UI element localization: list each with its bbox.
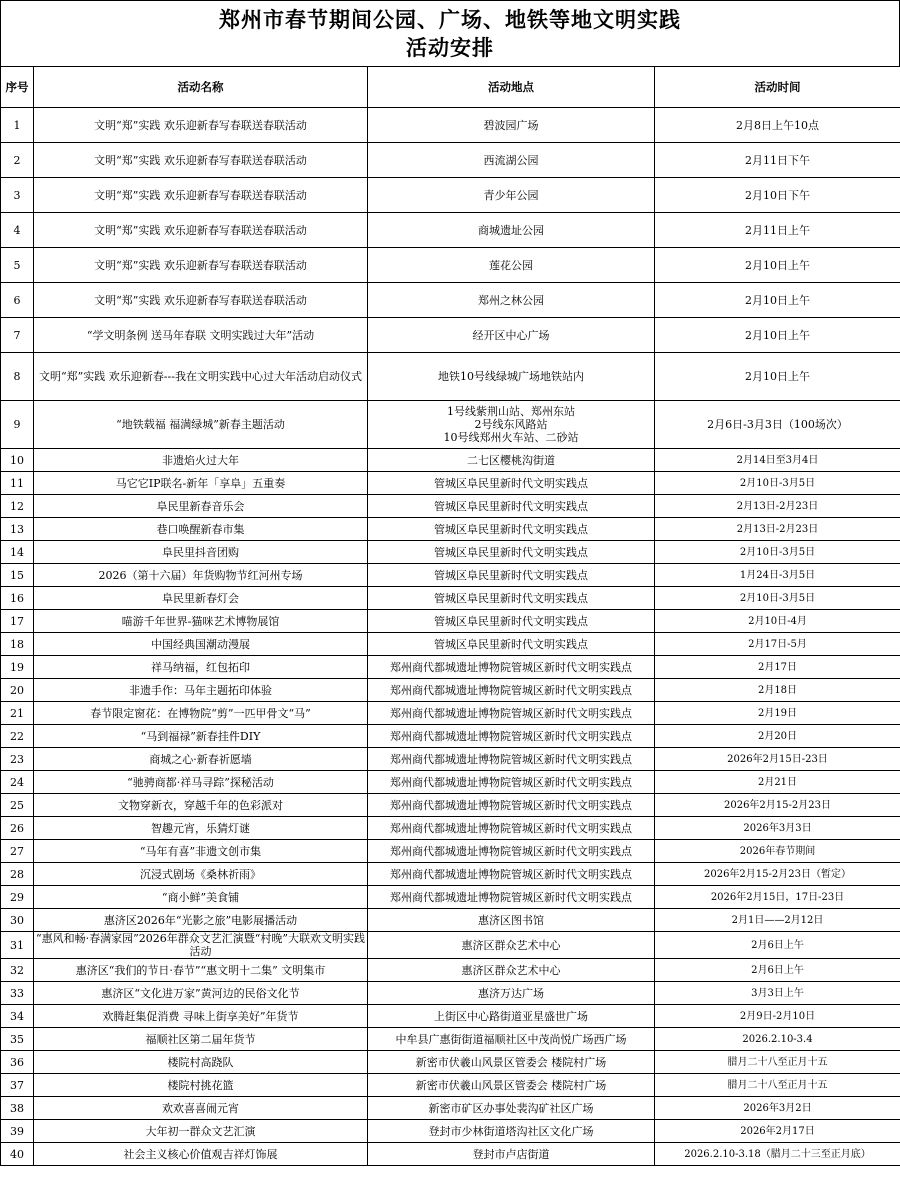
activity-name: 文明“郑”实践 欢乐迎新春---我在文明实践中心过大年活动启动仪式 — [34, 353, 368, 401]
document-title — [0, 0, 900, 66]
activity-place: 上街区中心路街道亚星盛世广场 — [368, 1005, 655, 1028]
table-row — [1, 1028, 900, 1051]
table-header-row — [1, 67, 900, 108]
activity-time: 2月20日 — [655, 725, 900, 748]
activity-time: 腊月二十八至正月十五 — [655, 1074, 900, 1097]
activity-time: 腊月二十八至正月十五 — [655, 1051, 900, 1074]
table-row — [1, 771, 900, 794]
activity-time: 2月18日 — [655, 679, 900, 702]
table-row — [1, 318, 900, 353]
table-row — [1, 633, 900, 656]
activity-time: 2月17日-5月 — [655, 633, 900, 656]
activity-place: 惠济区群众艺术中心 — [368, 959, 655, 982]
table-row — [1, 748, 900, 771]
table-row — [1, 679, 900, 702]
activity-name: “商小鲜”美食铺 — [34, 886, 368, 909]
row-number: 30 — [1, 909, 34, 932]
activity-name: 非遗焰火过大年 — [34, 449, 368, 472]
table-row — [1, 248, 900, 283]
title-line-2: 活动安排 — [406, 34, 494, 60]
activity-name: 楼院村高跷队 — [34, 1051, 368, 1074]
activity-time: 2月8日上午10点 — [655, 108, 900, 143]
activity-time: 2026年2月15-2月23日 — [655, 794, 900, 817]
activity-name: 文物穿新衣，穿越千年的色彩派对 — [34, 794, 368, 817]
activity-time: 2月13日-2月23日 — [655, 518, 900, 541]
table-row — [1, 794, 900, 817]
activity-name: 智趣元宵，乐猜灯谜 — [34, 817, 368, 840]
activity-name: 阜民里抖音团购 — [34, 541, 368, 564]
activity-place: 中牟县广惠街街道福顺社区中茂尚悦广场西广场 — [368, 1028, 655, 1051]
activity-name: “惠风和畅·春满家园”2026年群众文艺汇演暨“村晚”大联欢文明实践活动 — [34, 932, 368, 959]
activity-name: 社会主义核心价值观吉祥灯饰展 — [34, 1143, 368, 1166]
activity-place: 郑州商代都城遗址博物院管城区新时代文明实践点 — [368, 748, 655, 771]
table-row — [1, 143, 900, 178]
activity-time: 2026年2月15日-23日 — [655, 748, 900, 771]
table-row — [1, 1051, 900, 1074]
table-row — [1, 472, 900, 495]
activity-time: 2月11日下午 — [655, 143, 900, 178]
row-number: 11 — [1, 472, 34, 495]
row-number: 27 — [1, 840, 34, 863]
activity-time: 2026年2月15日，17日-23日 — [655, 886, 900, 909]
row-number: 40 — [1, 1143, 34, 1166]
table-row — [1, 1074, 900, 1097]
activity-place: 管城区阜民里新时代文明实践点 — [368, 541, 655, 564]
activity-time: 2月10日-3月5日 — [655, 472, 900, 495]
activity-place: 管城区阜民里新时代文明实践点 — [368, 633, 655, 656]
activity-time: 2月10日上午 — [655, 318, 900, 353]
table-row — [1, 449, 900, 472]
activity-time: 2月6日上午 — [655, 959, 900, 982]
activity-table — [0, 66, 900, 1166]
row-number: 31 — [1, 932, 34, 959]
activity-place: 青少年公园 — [368, 178, 655, 213]
row-number: 10 — [1, 449, 34, 472]
activity-place: 地铁10号线绿城广场地铁站内 — [368, 353, 655, 401]
row-number: 3 — [1, 178, 34, 213]
activity-name: 春节限定窗花：在博物院“剪”一匹甲骨文“马” — [34, 702, 368, 725]
activity-time: 2月10日下午 — [655, 178, 900, 213]
table-row — [1, 108, 900, 143]
activity-name: 文明“郑”实践 欢乐迎新春写春联送春联活动 — [34, 283, 368, 318]
table-row — [1, 541, 900, 564]
table-row — [1, 178, 900, 213]
activity-name: “马到福禄”新春挂件DIY — [34, 725, 368, 748]
table-row — [1, 932, 900, 959]
activity-name: 惠济区“文化进万家”黄河边的民俗文化节 — [34, 982, 368, 1005]
activity-name: “马年有喜”非遗文创市集 — [34, 840, 368, 863]
activity-name: 阜民里新春灯会 — [34, 587, 368, 610]
activity-place: 管城区阜民里新时代文明实践点 — [368, 472, 655, 495]
activity-place: 郑州商代都城遗址博物院管城区新时代文明实践点 — [368, 771, 655, 794]
table-row — [1, 283, 900, 318]
activity-place: 郑州之林公园 — [368, 283, 655, 318]
table-row — [1, 725, 900, 748]
activity-time: 2月10日-4月 — [655, 610, 900, 633]
row-number: 4 — [1, 213, 34, 248]
row-number: 23 — [1, 748, 34, 771]
activity-time: 2月11日上午 — [655, 213, 900, 248]
activity-time: 2月6日-3月3日（100场次） — [655, 401, 900, 449]
activity-name: 非遗手作：马年主题拓印体验 — [34, 679, 368, 702]
row-number: 34 — [1, 1005, 34, 1028]
row-number: 20 — [1, 679, 34, 702]
activity-name: 欢欢喜喜闹元宵 — [34, 1097, 368, 1120]
activity-place: 惠济区图书馆 — [368, 909, 655, 932]
table-row — [1, 1097, 900, 1120]
activity-name: “驰骋商都·祥马寻踪”探秘活动 — [34, 771, 368, 794]
activity-name: 楼院村挑花篮 — [34, 1074, 368, 1097]
activity-place: 登封市少林街道塔沟社区文化广场 — [368, 1120, 655, 1143]
activity-name: 文明“郑”实践 欢乐迎新春写春联送春联活动 — [34, 248, 368, 283]
table-row — [1, 982, 900, 1005]
table-body — [1, 108, 900, 1166]
activity-time: 2026年3月2日 — [655, 1097, 900, 1120]
activity-name: 喵游千年世界-猫咪艺术博物展馆 — [34, 610, 368, 633]
table-row — [1, 1005, 900, 1028]
activity-time: 2月6日上午 — [655, 932, 900, 959]
activity-time: 2月1日——2月12日 — [655, 909, 900, 932]
activity-name: “学文明条例 送马年春联 文明实践过大年”活动 — [34, 318, 368, 353]
activity-time: 2026.2.10-3.18（腊月二十三至正月底） — [655, 1143, 900, 1166]
activity-place: 郑州商代都城遗址博物院管城区新时代文明实践点 — [368, 886, 655, 909]
row-number: 35 — [1, 1028, 34, 1051]
activity-name: 欢腾赶集促消费 寻味上街享美好”年货节 — [34, 1005, 368, 1028]
table-row — [1, 702, 900, 725]
activity-place: 1号线紫荆山站、郑州东站 2号线东风路站 10号线郑州火车站、二砂站 — [368, 401, 655, 449]
table-row — [1, 495, 900, 518]
activity-time: 2月13日-2月23日 — [655, 495, 900, 518]
activity-time: 2026年3月3日 — [655, 817, 900, 840]
activity-place: 管城区阜民里新时代文明实践点 — [368, 564, 655, 587]
row-number: 15 — [1, 564, 34, 587]
row-number: 26 — [1, 817, 34, 840]
table-row — [1, 1120, 900, 1143]
row-number: 21 — [1, 702, 34, 725]
row-number: 13 — [1, 518, 34, 541]
activity-time: 2026.2.10-3.4 — [655, 1028, 900, 1051]
activity-name: 文明“郑”实践 欢乐迎新春写春联送春联活动 — [34, 108, 368, 143]
row-number: 38 — [1, 1097, 34, 1120]
row-number: 25 — [1, 794, 34, 817]
activity-name: 马它它IP联名-新年「享阜」五重奏 — [34, 472, 368, 495]
row-number: 2 — [1, 143, 34, 178]
row-number: 37 — [1, 1074, 34, 1097]
row-number: 39 — [1, 1120, 34, 1143]
activity-place: 新密市伏羲山风景区管委会 楼院村广场 — [368, 1074, 655, 1097]
table-row — [1, 213, 900, 248]
table-row — [1, 587, 900, 610]
row-number: 5 — [1, 248, 34, 283]
table-row — [1, 401, 900, 449]
table-row — [1, 656, 900, 679]
table-row — [1, 610, 900, 633]
title-line-1: 郑州市春节期间公园、广场、地铁等地文明实践 — [219, 6, 681, 32]
activity-time: 2026年春节期间 — [655, 840, 900, 863]
activity-time: 2026年2月17日 — [655, 1120, 900, 1143]
row-number: 32 — [1, 959, 34, 982]
activity-name: 中国经典国潮动漫展 — [34, 633, 368, 656]
activity-time: 2月9日-2月10日 — [655, 1005, 900, 1028]
activity-place: 商城遗址公园 — [368, 213, 655, 248]
row-number: 1 — [1, 108, 34, 143]
activity-name: 文明“郑”实践 欢乐迎新春写春联送春联活动 — [34, 213, 368, 248]
activity-place: 登封市卢店街道 — [368, 1143, 655, 1166]
activity-place: 莲花公园 — [368, 248, 655, 283]
activity-name: “地铁载福 福满绿城”新春主题活动 — [34, 401, 368, 449]
activity-time: 2月10日-3月5日 — [655, 541, 900, 564]
activity-name: 惠济区“我们的节日·春节”“惠文明十二集” 文明集市 — [34, 959, 368, 982]
activity-place: 郑州商代都城遗址博物院管城区新时代文明实践点 — [368, 863, 655, 886]
activity-place: 郑州商代都城遗址博物院管城区新时代文明实践点 — [368, 702, 655, 725]
activity-place: 西流湖公园 — [368, 143, 655, 178]
activity-time: 2月10日上午 — [655, 248, 900, 283]
table-row — [1, 564, 900, 587]
table-row — [1, 1143, 900, 1166]
activity-time: 2026年2月15-2月23日（暂定） — [655, 863, 900, 886]
activity-place: 管城区阜民里新时代文明实践点 — [368, 518, 655, 541]
activity-time: 2月19日 — [655, 702, 900, 725]
activity-time: 2月14日至3月4日 — [655, 449, 900, 472]
row-number: 29 — [1, 886, 34, 909]
row-number: 24 — [1, 771, 34, 794]
activity-place: 二七区樱桃沟街道 — [368, 449, 655, 472]
table-row — [1, 909, 900, 932]
activity-time: 2月17日 — [655, 656, 900, 679]
activity-place: 新密市伏羲山风景区管委会 楼院村广场 — [368, 1051, 655, 1074]
table-row — [1, 353, 900, 401]
table-row — [1, 840, 900, 863]
activity-place: 惠济区群众艺术中心 — [368, 932, 655, 959]
table-row — [1, 817, 900, 840]
activity-time: 3月3日上午 — [655, 982, 900, 1005]
row-number: 36 — [1, 1051, 34, 1074]
row-number: 12 — [1, 495, 34, 518]
row-number: 6 — [1, 283, 34, 318]
activity-place: 郑州商代都城遗址博物院管城区新时代文明实践点 — [368, 725, 655, 748]
activity-place: 惠济万达广场 — [368, 982, 655, 1005]
row-number: 8 — [1, 353, 34, 401]
activity-time: 2月10日-3月5日 — [655, 587, 900, 610]
header-place: 活动地点 — [368, 67, 655, 108]
activity-name: 大年初一群众文艺汇演 — [34, 1120, 368, 1143]
row-number: 28 — [1, 863, 34, 886]
row-number: 33 — [1, 982, 34, 1005]
table-row — [1, 863, 900, 886]
activity-name: 惠济区2026年“光影之旅”电影展播活动 — [34, 909, 368, 932]
row-number: 9 — [1, 401, 34, 449]
table-row — [1, 886, 900, 909]
row-number: 7 — [1, 318, 34, 353]
activity-name: 商城之心·新春祈愿墙 — [34, 748, 368, 771]
activity-place: 经开区中心广场 — [368, 318, 655, 353]
row-number: 17 — [1, 610, 34, 633]
table-row — [1, 959, 900, 982]
activity-place: 管城区阜民里新时代文明实践点 — [368, 495, 655, 518]
activity-place: 郑州商代都城遗址博物院管城区新时代文明实践点 — [368, 794, 655, 817]
activity-time: 2月10日上午 — [655, 353, 900, 401]
activity-name: 福顺社区第二届年货节 — [34, 1028, 368, 1051]
activity-name: 沉浸式剧场《桑林祈雨》 — [34, 863, 368, 886]
activity-name: 2026（第十六届）年货购物节红河州专场 — [34, 564, 368, 587]
table-row — [1, 518, 900, 541]
header-time: 活动时间 — [655, 67, 900, 108]
header-no: 序号 — [1, 67, 34, 108]
activity-place: 管城区阜民里新时代文明实践点 — [368, 587, 655, 610]
activity-place: 郑州商代都城遗址博物院管城区新时代文明实践点 — [368, 679, 655, 702]
activity-time: 1月24日-3月5日 — [655, 564, 900, 587]
header-name: 活动名称 — [34, 67, 368, 108]
activity-place: 碧波园广场 — [368, 108, 655, 143]
row-number: 16 — [1, 587, 34, 610]
row-number: 19 — [1, 656, 34, 679]
activity-place: 郑州商代都城遗址博物院管城区新时代文明实践点 — [368, 656, 655, 679]
activity-place: 新密市矿区办事处裴沟矿社区广场 — [368, 1097, 655, 1120]
activity-place: 郑州商代都城遗址博物院管城区新时代文明实践点 — [368, 840, 655, 863]
activity-place: 管城区阜民里新时代文明实践点 — [368, 610, 655, 633]
row-number: 22 — [1, 725, 34, 748]
activity-name: 祥马纳福，红包拓印 — [34, 656, 368, 679]
activity-name: 巷口唤醒新春市集 — [34, 518, 368, 541]
activity-name: 文明“郑”实践 欢乐迎新春写春联送春联活动 — [34, 143, 368, 178]
activity-name: 阜民里新春音乐会 — [34, 495, 368, 518]
activity-time: 2月10日上午 — [655, 283, 900, 318]
activity-place: 郑州商代都城遗址博物院管城区新时代文明实践点 — [368, 817, 655, 840]
row-number: 18 — [1, 633, 34, 656]
activity-time: 2月21日 — [655, 771, 900, 794]
activity-name: 文明“郑”实践 欢乐迎新春写春联送春联活动 — [34, 178, 368, 213]
row-number: 14 — [1, 541, 34, 564]
